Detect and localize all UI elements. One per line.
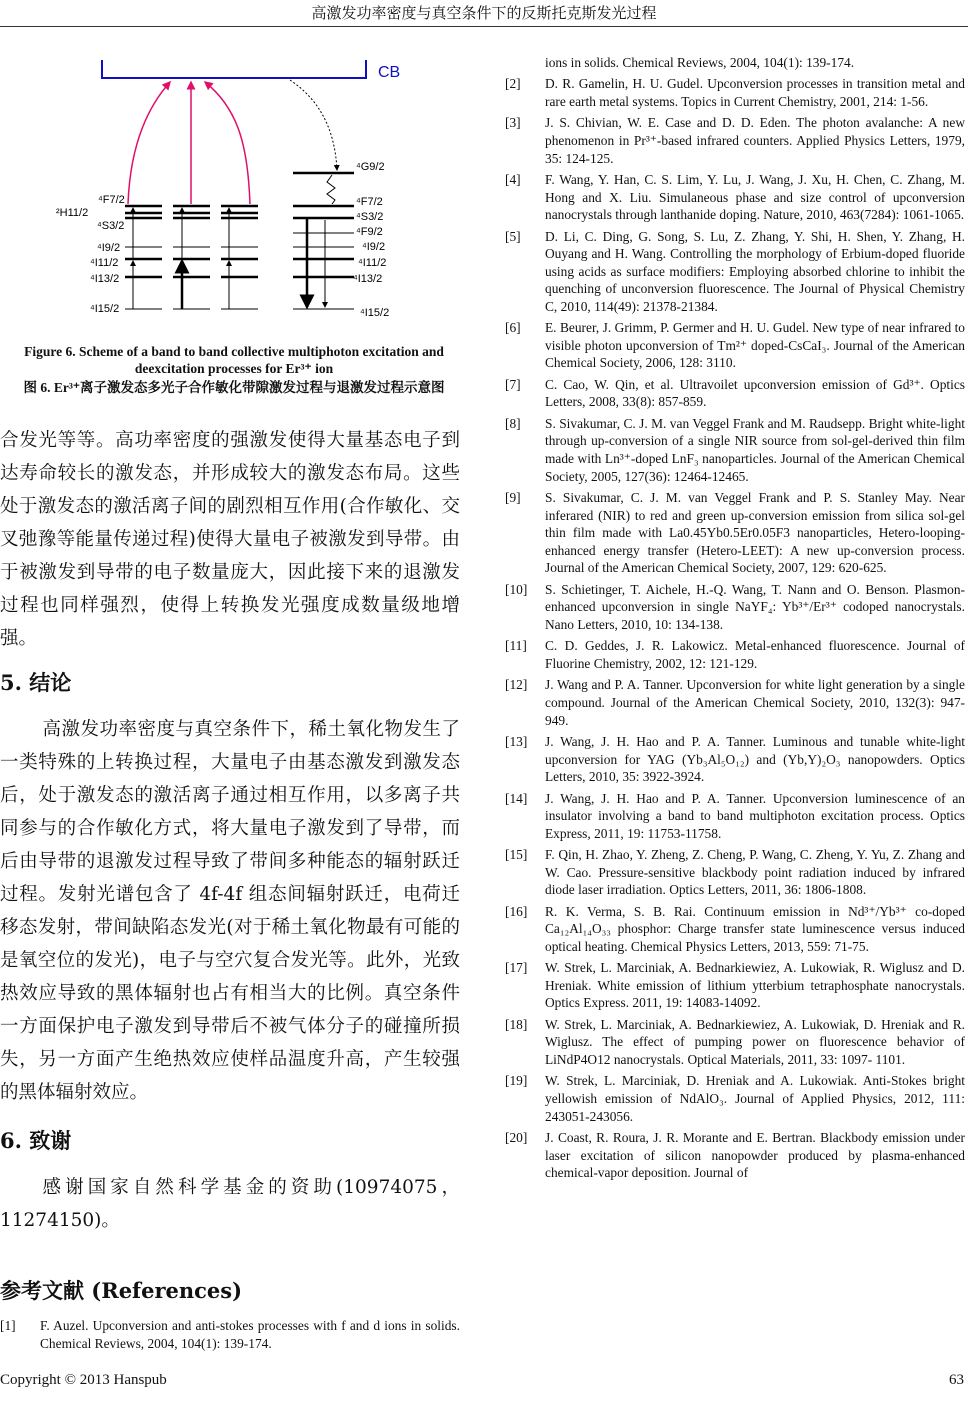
reference-text: J. S. Chivian, W. E. Case and D. D. Eden. The photon avalanche: A new phenomenon in Pr³⁺-based infrared counters. Applied Physics Letters, 1979, 35: 124-125. [545, 115, 965, 166]
level-label: ⁴I9/2 [97, 242, 121, 254]
reference-item [505, 1129, 965, 1182]
reference-number: [9] [505, 490, 521, 506]
level-label: ⁴F7/2 [98, 194, 125, 206]
reference-number: [4] [505, 171, 521, 187]
right-level-labels [353, 161, 389, 319]
section-heading-acknowledgement: 6. 致谢 [0, 1128, 72, 1153]
reference-item [505, 114, 965, 167]
level-label: ⁴G9/2 [356, 161, 385, 173]
body-paragraph-conclusion: 高激发功率密度与真空条件下，稀土氧化物发生了一类特殊的上转换过程，大量电子由基态激发到激发态后，处于激发态的激活离子通过相互作用，以多离子共同参与的合作敏化方式，将大量电子激发到了导带，而后由导带的退激发过程导致了带间多种能态的辐射跃迁过程。发射光谱包含了 4f-4f 组态间辐射跃迁，电荷迁移态发射，带间缺陷态发光(对于稀土氧化物最有可能的是氧空位的发光)，电子与空穴复合发光等。此外，光致热效应导致的黑体辐射也占有相当大的比例。真空条件一方面保护电子激发到导带后不被气体分子的碰撞所损失，另一方面产生绝热效应使样品温度升高，产生较强的黑体辐射效应。 [0, 719, 460, 1103]
level-label: ⁴I15/2 [90, 303, 120, 315]
reference-item [505, 676, 965, 729]
section-heading-conclusion: 5. 结论 [0, 670, 72, 695]
reference-text: C. D. Geddes, J. R. Lakowicz. Metal-enhanced fluorescence. Journal of Fluorine Chemistry, 2002, 12: 121-129. [545, 638, 965, 671]
reference-text: W. Strek, L. Marciniak, A. Bednarkiewiez, A. Lukowiak, D. Hreniak and R. Wiglusz. The effect of pumping power on fluorescence behavior of LiNdP4O12 nanocrystals. Optical Materials, 2011, 33: 1097- 1101. [545, 1016, 965, 1068]
level-label: ⁴S3/2 [356, 211, 384, 223]
reference-list-right [505, 54, 965, 1186]
references-heading: 参考文献 (References) [0, 1278, 243, 1303]
reference-item [505, 637, 965, 672]
reference-list-left [0, 1317, 460, 1351]
reference-item [0, 1317, 460, 1351]
reference-number: [1] [0, 1318, 16, 1333]
level-label: ⁴I11/2 [90, 257, 119, 269]
reference-item [505, 54, 965, 72]
level-label: ⁴I13/2 [353, 273, 383, 285]
figure-caption-zh: 图 6. Er³⁺离子激发态多光子合作敏化带隙激发过程与退激发过程示意图 [23, 380, 445, 395]
reference-item [505, 846, 965, 899]
figure-caption-en: Figure 6. Scheme of a band to band collective multiphoton excitation and deexcitation processes for Er³⁺ ion [24, 344, 444, 376]
reference-text: S. Schietinger, T. Aichele, H.-Q. Wang, T. Nann and O. Benson. Plasmon-enhanced upconversion in single NaYF₄: Yb³⁺/Er³⁺ codoped nanocrystals. Nano Letters, 2010, 10: 134-138. [545, 581, 965, 632]
reference-item [505, 75, 965, 110]
reference-item [505, 790, 965, 843]
reference-item [505, 903, 965, 956]
reference-text: J. Coast, R. Roura, J. R. Morante and E. Bertran. Blackbody emission under laser excitation of silicon nanopowder produced by plasma-enhanced chemical-vapor deposition. Journal of [545, 1129, 965, 1181]
reference-item [505, 1072, 965, 1125]
reference-number: [13] [505, 733, 528, 749]
reference-item [505, 733, 965, 786]
reference-number: [19] [505, 1073, 528, 1089]
reference-text: R. K. Verma, S. B. Rai. Continuum emission in Nd³⁺/Yb³⁺ co-doped Ca₁₂Al₁₄O₃₃ phosphor: Charge transfer state luminescence versus induced optical heating. Chemical Physics Letters, 2013, 559: 71-75. [545, 903, 965, 954]
footer-copyright: Copyright © 2013 Hanspub [0, 1372, 167, 1388]
left-level-labels [56, 194, 125, 315]
reference-number: [6] [505, 320, 521, 336]
reference-text: D. Li, C. Ding, G. Song, S. Lu, Z. Zhang, Y. Shi, H. Shen, Y. Zhang, H. Ouyang and H. Wang. Controlling the morphology of Erbium-doped fluoride using acids as surface modifiers: Employing absorbed chlorine to inhibit the quenching of unconversion fluorescence. The Journal of Physical Chemistry C, 2010, 114(49): 21378-21384. [545, 228, 965, 314]
reference-text: C. Cao, W. Qin, et al. Ultravoilet upconversion emission of Gd³⁺. Optics Letters, 2008, 33(8): 857-859. [545, 376, 965, 410]
level-label: ⁴I9/2 [362, 241, 386, 253]
reference-text: F. Qin, H. Zhao, Y. Zheng, Z. Cheng, P. Wang, C. Zheng, Y. Yu, Z. Zhang and W. Cao. Pressure-sensitive blackbody point radiation induced by infrared diode laser irradiation. Optics Letters, 2011, 36: 1806-1808. [545, 847, 965, 898]
reference-item [505, 228, 965, 316]
excitation-arrows [128, 82, 250, 204]
reference-number: [12] [505, 677, 528, 693]
reference-number: [5] [505, 228, 521, 244]
conduction-band [102, 60, 366, 78]
level-label: ⁴I11/2 [358, 257, 387, 269]
reference-text: W. Strek, L. Marciniak, A. Bednarkiewiez, A. Lukowiak, R. Wiglusz and D. Hreniak. White emission of lithium ytterbium tetraphosphate nanocrystals. Optics Express. 2011, 19: 14083-14092. [545, 960, 965, 1011]
level-label: ²H11/2 [56, 207, 89, 219]
left-level-lines [125, 206, 258, 309]
reference-number: [15] [505, 847, 528, 863]
reference-item [505, 489, 965, 577]
reference-text: D. R. Gamelin, H. U. Gudel. Upconversion processes in transition metal and rare earth metal systems. Topics in Current Chemistry, 2001, 214: 1-56. [545, 76, 965, 109]
reference-text: F. Wang, Y. Han, C. S. Lim, Y. Lu, J. Wang, J. Xu, H. Chen, C. Zhang, M. Hong and X. Liu. Simulaneous phase and size control of upconversion nanocrystals through lanthanide doping. Nature, 2010, 463(7284): 1061-1065. [545, 171, 965, 223]
reference-number: [8] [505, 415, 521, 431]
body-paragraph-acknowledgement: 感谢国家自然科学基金的资助(10974075，11274150)。 [0, 1177, 460, 1231]
reference-item [505, 415, 965, 485]
energy-level-diagram [40, 40, 460, 330]
reference-number: [3] [505, 115, 521, 131]
reference-number: [14] [505, 790, 528, 806]
reference-item [505, 959, 965, 1012]
reference-text: W. Strek, L. Marciniak, D. Hreniak and A. Lukowiak. Anti-Stokes bright yellowish emission of NdAlO₃. Journal of Applied Physics, 2012, 111: 243051-243056. [545, 1073, 965, 1124]
level-label: ⁴F7/2 [356, 196, 383, 208]
body-paragraph-1: 合发光等等。高功率密度的强激发使得大量基态电子到达寿命较长的激发态，并形成较大的激发态布局。这些处于激发态的激活离子间的剧烈相互作用(合作敏化、交叉弛豫等能量传递过程)使得大量电子被激发到导带。由于被激发到导带的电子数量庞大，因此接下来的退激发过程也同样强烈，使得上转换发光强度成数量级地增强。 [0, 430, 460, 649]
reference-number: [16] [505, 903, 528, 919]
reference-text: S. Sivakumar, C. J. M. van Veggel Frank and M. Raudsepp. Bright white-light through up-conversion of a single NIR source from sol-gel-derived thin film made with Ln³⁺-doped LnF₃ nanoparticles. Journal of the American Chemical Society, 2005, 127(36): 12464-12465. [545, 415, 965, 484]
reference-number: [7] [505, 376, 521, 392]
level-label: ⁴F9/2 [356, 226, 383, 238]
reference-item [505, 171, 965, 224]
running-header: 高激发功率密度与真空条件下的反斯托克斯发光过程 [311, 4, 657, 22]
reference-number: [17] [505, 960, 528, 976]
header-rule [0, 26, 968, 27]
right-level-lines [290, 80, 354, 309]
level-label: ⁴S3/2 [97, 220, 125, 232]
reference-text: F. Auzel. Upconversion and anti-stokes processes with f and d ions in solids. Chemical Reviews, 2004, 104(1): 139-174. [40, 1318, 460, 1351]
reference-number: [10] [505, 581, 528, 597]
reference-number: [20] [505, 1129, 528, 1145]
reference-number: [18] [505, 1016, 528, 1032]
reference-number: [11] [505, 638, 527, 654]
level-label: ⁴I13/2 [90, 273, 120, 285]
left-column-flow [0, 343, 468, 1351]
reference-text: ions in solids. Chemical Reviews, 2004, 104(1): 139-174. [545, 55, 855, 70]
reference-item [505, 376, 965, 411]
reference-text: J. Wang, J. H. Hao and P. A. Tanner. Luminous and tunable white-light upconversion for YAG (Yb₃Al₅O₁₂) and (Yb,Y)₂O₃ nanopowders. Optics Letters, 2010, 35: 3922-3924. [545, 733, 965, 785]
reference-text: J. Wang and P. A. Tanner. Upconversion for white light generation by a single compound. Journal of the American Chemical Society, 2010, 132(3): 947-949. [545, 677, 965, 728]
reference-item [505, 1016, 965, 1069]
level-label: ⁴I15/2 [360, 307, 390, 319]
cb-label: CB [378, 64, 401, 81]
reference-item [505, 319, 965, 372]
reference-number: [2] [505, 76, 521, 92]
reference-text: S. Sivakumar, C. J. M. van Veggel Frank and P. S. Stanley May. Near inferared (NIR) to red and green up-conversion emission from silica sol-gel thin film made with La0.45Yb0.5Er0.05F3 nanoparticles, Hetero-looping-enhanced energy transfer (Hetero-LEET): A new up-conversion process. Journal of the American Chemical Society, 2007, 129: 620-625. [545, 490, 965, 576]
reference-text: J. Wang, J. H. Hao and P. A. Tanner. Upconversion luminescence of an insulator involving a band to band multiphoton excitation process. Optics Express, 2011, 19: 11753-11758. [545, 790, 965, 841]
reference-item [505, 581, 965, 634]
reference-text: E. Beurer, J. Grimm, P. Germer and H. U. Gudel. New type of near infrared to visible photon upconversion of Tm²⁺ doped-CsCaI₃. Journal of the American Chemical Society, 2006, 128: 3110. [545, 320, 965, 371]
footer-page-number: 63 [949, 1372, 964, 1388]
